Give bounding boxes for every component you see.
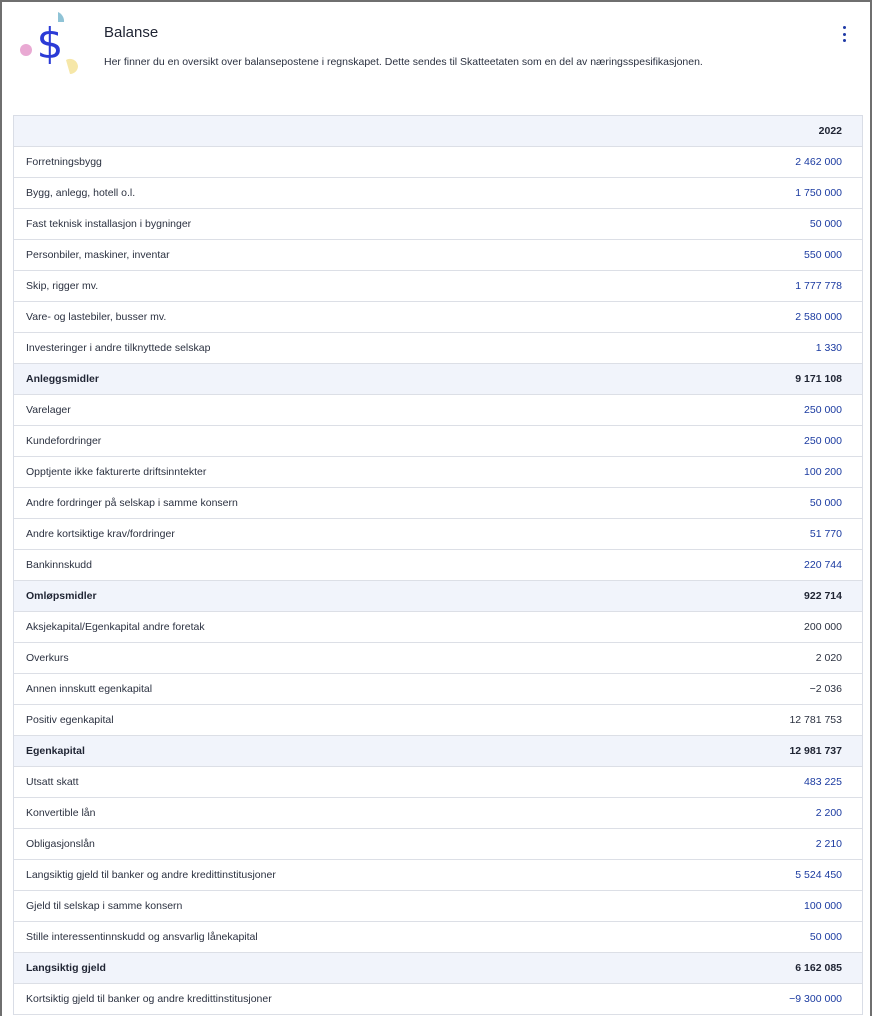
row-label: Kortsiktig gjeld til banker og andre kredittinstitusjoner bbox=[26, 993, 272, 1005]
row-label: Stille interessentinnskudd og ansvarlig lånekapital bbox=[26, 931, 258, 943]
row-label: Investeringer i andre tilknyttede selskap bbox=[26, 342, 211, 354]
table-row bbox=[14, 984, 862, 1015]
row-value-link[interactable]: 220 744 bbox=[804, 559, 842, 571]
row-label: Obligasjonslån bbox=[26, 838, 95, 850]
table-row bbox=[14, 767, 862, 798]
row-label: Opptjente ikke fakturerte driftsinntekter bbox=[26, 466, 207, 478]
page-description: Her finner du en oversikt over balansepostene i regnskapet. Dette sendes til Skatteetaten som en del av næringsspesifikasjonen. bbox=[104, 56, 703, 68]
row-label: Fast teknisk installasjon i bygninger bbox=[26, 218, 192, 230]
row-value-link[interactable]: 1 777 778 bbox=[795, 280, 842, 292]
row-label: Andre fordringer på selskap i samme konsern bbox=[26, 497, 238, 509]
row-value-link[interactable]: 2 462 000 bbox=[795, 156, 842, 168]
page-title: Balanse bbox=[104, 24, 159, 41]
row-value: −2 036 bbox=[809, 683, 842, 695]
row-label: Varelager bbox=[26, 404, 71, 416]
table-row bbox=[14, 240, 862, 271]
row-value-link[interactable]: 2 200 bbox=[815, 807, 842, 819]
row-value: 12 781 753 bbox=[789, 714, 842, 726]
row-value-link[interactable]: 483 225 bbox=[804, 776, 842, 788]
row-value-link[interactable]: 2 210 bbox=[815, 838, 842, 850]
table-row bbox=[14, 178, 862, 209]
row-value-link[interactable]: 250 000 bbox=[804, 404, 842, 416]
row-label: Vare- og lastebiler, busser mv. bbox=[26, 311, 167, 323]
table-row bbox=[14, 798, 862, 829]
row-label: Gjeld til selskap i samme konsern bbox=[26, 900, 183, 912]
dollar-logo-icon bbox=[16, 8, 82, 76]
row-label: Kundefordringer bbox=[26, 435, 102, 447]
row-label: Annen innskutt egenkapital bbox=[26, 683, 153, 695]
table-row bbox=[14, 612, 862, 643]
table-row bbox=[14, 519, 862, 550]
table-row bbox=[14, 860, 862, 891]
table-row bbox=[14, 333, 862, 364]
table-row bbox=[14, 209, 862, 240]
row-label: Langsiktig gjeld bbox=[26, 962, 106, 974]
logo-dollar-symbol: $ bbox=[36, 19, 64, 68]
table-row bbox=[14, 488, 862, 519]
row-value-link[interactable]: 50 000 bbox=[809, 931, 842, 943]
row-label: Aksjekapital/Egenkapital andre foretak bbox=[26, 621, 205, 633]
row-value-link[interactable]: 250 000 bbox=[804, 435, 842, 447]
row-value-link[interactable]: 1 330 bbox=[815, 342, 842, 354]
more-options-icon[interactable] bbox=[836, 24, 852, 44]
row-value-link[interactable]: 50 000 bbox=[809, 218, 842, 230]
row-label: Andre kortsiktige krav/fordringer bbox=[26, 528, 175, 540]
table-row bbox=[14, 829, 862, 860]
row-label: Personbiler, maskiner, inventar bbox=[26, 249, 170, 261]
table-row bbox=[14, 550, 862, 581]
row-label: Langsiktig gjeld til banker og andre kredittinstitusjoner bbox=[26, 869, 276, 881]
row-label: Overkurs bbox=[26, 652, 69, 664]
row-value-link[interactable]: −9 300 000 bbox=[789, 993, 842, 1005]
row-value-link[interactable]: 51 770 bbox=[809, 528, 842, 540]
table-row bbox=[14, 457, 862, 488]
row-label: Konvertible lån bbox=[26, 807, 96, 819]
table-row bbox=[14, 426, 862, 457]
row-label: Omløpsmidler bbox=[26, 590, 97, 602]
row-value: 922 714 bbox=[804, 590, 842, 602]
row-label: Bankinnskudd bbox=[26, 559, 92, 571]
table-row bbox=[14, 271, 862, 302]
row-value-link[interactable]: 5 524 450 bbox=[795, 869, 842, 881]
row-label: Bygg, anlegg, hotell o.l. bbox=[26, 187, 136, 199]
row-label: Forretningsbygg bbox=[26, 156, 102, 168]
row-value: 200 000 bbox=[804, 621, 842, 633]
table-row bbox=[14, 922, 862, 953]
table-total-row bbox=[14, 736, 862, 767]
table-row bbox=[14, 147, 862, 178]
table-row bbox=[14, 674, 862, 705]
row-label: Egenkapital bbox=[26, 745, 85, 757]
table-header-row bbox=[14, 116, 862, 147]
row-value: 2 020 bbox=[815, 652, 842, 664]
row-value-link[interactable]: 100 000 bbox=[804, 900, 842, 912]
row-label: Utsatt skatt bbox=[26, 776, 79, 788]
row-value-link[interactable]: 2 580 000 bbox=[795, 311, 842, 323]
table-total-row bbox=[14, 953, 862, 984]
row-value: 12 981 737 bbox=[789, 745, 842, 757]
table-total-row bbox=[14, 364, 862, 395]
table-row bbox=[14, 302, 862, 333]
row-value-link[interactable]: 550 000 bbox=[804, 249, 842, 261]
table-total-row bbox=[14, 581, 862, 612]
row-label: Skip, rigger mv. bbox=[26, 280, 99, 292]
year-column-header: 2022 bbox=[818, 125, 842, 137]
table-row bbox=[14, 891, 862, 922]
row-value: 6 162 085 bbox=[795, 962, 842, 974]
table-row bbox=[14, 643, 862, 674]
row-value-link[interactable]: 50 000 bbox=[809, 497, 842, 509]
balance-table bbox=[13, 115, 863, 1015]
row-value: 9 171 108 bbox=[795, 373, 842, 385]
row-value-link[interactable]: 100 200 bbox=[804, 466, 842, 478]
row-label: Positiv egenkapital bbox=[26, 714, 114, 726]
row-value-link[interactable]: 1 750 000 bbox=[795, 187, 842, 199]
row-label: Anleggsmidler bbox=[26, 373, 99, 385]
table-row bbox=[14, 705, 862, 736]
table-row bbox=[14, 395, 862, 426]
panel-header bbox=[2, 2, 870, 114]
